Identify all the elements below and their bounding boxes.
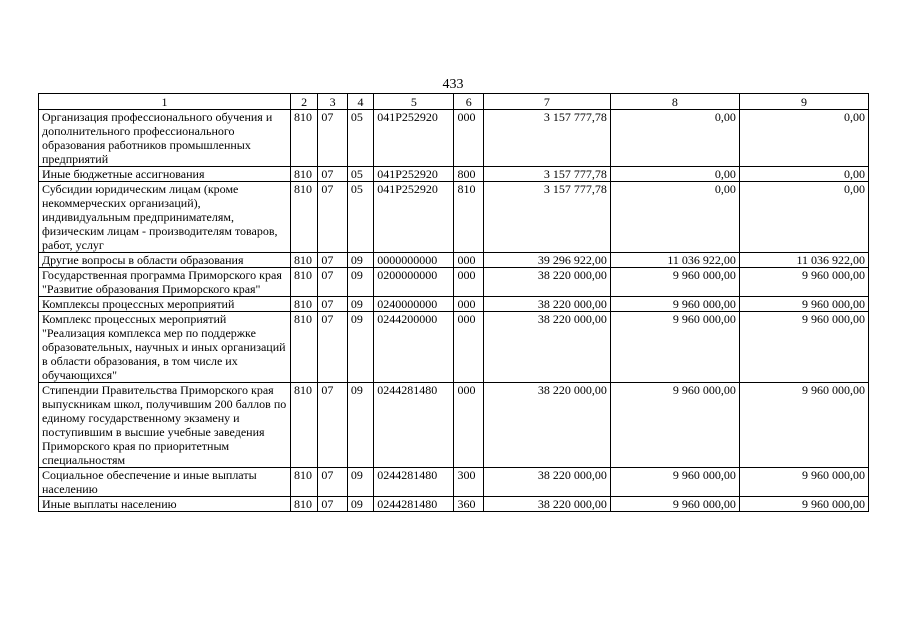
amount-col7-cell: 38 220 000,00	[483, 497, 610, 512]
row-name: Иные бюджетные ассигнования	[39, 167, 291, 182]
amount-col7-cell: 38 220 000,00	[483, 468, 610, 497]
expense-type-cell: 000	[454, 312, 483, 383]
code-cell: 810	[290, 497, 317, 512]
amount-col9-cell: 0,00	[739, 182, 868, 253]
section-cell: 07	[318, 167, 347, 182]
section-cell: 07	[318, 383, 347, 468]
amount-col8-cell: 0,00	[610, 182, 739, 253]
subsection-cell: 09	[347, 383, 373, 468]
header-cell: 5	[374, 94, 454, 110]
table-row	[39, 383, 869, 468]
expense-type-cell: 000	[454, 253, 483, 268]
amount-col7-cell: 38 220 000,00	[483, 268, 610, 297]
expense-type-cell: 810	[454, 182, 483, 253]
subsection-cell: 09	[347, 497, 373, 512]
code-cell: 810	[290, 110, 317, 167]
target-article-cell: 0244200000	[374, 312, 454, 383]
header-cell: 6	[454, 94, 483, 110]
amount-col8-cell: 9 960 000,00	[610, 268, 739, 297]
section-cell: 07	[318, 268, 347, 297]
amount-col9-cell: 9 960 000,00	[739, 268, 868, 297]
section-cell: 07	[318, 110, 347, 167]
row-name: Субсидии юридическим лицам (кроме некоммерческих организаций), индивидуальным предпринимателям, физическим лицам - производителям товаров, работ, услуг	[39, 182, 291, 253]
subsection-cell: 09	[347, 297, 373, 312]
row-name: Стипендии Правительства Приморского края выпускникам школ, получившим 200 баллов по единому государственному экзамену и поступившим в высшие учебные заведения Приморского края по приоритетным специальностям	[39, 383, 291, 468]
header-cell: 1	[39, 94, 291, 110]
table-row	[39, 497, 869, 512]
amount-col7-cell: 38 220 000,00	[483, 312, 610, 383]
amount-col9-cell: 9 960 000,00	[739, 312, 868, 383]
target-article-cell: 0244281480	[374, 383, 454, 468]
amount-col8-cell: 9 960 000,00	[610, 468, 739, 497]
target-article-cell: 0244281480	[374, 468, 454, 497]
subsection-cell: 05	[347, 110, 373, 167]
code-cell: 810	[290, 182, 317, 253]
amount-col7-cell: 38 220 000,00	[483, 383, 610, 468]
row-name: Другие вопросы в области образования	[39, 253, 291, 268]
row-name: Комплексы процессных мероприятий	[39, 297, 291, 312]
amount-col9-cell: 9 960 000,00	[739, 297, 868, 312]
amount-col7-cell: 3 157 777,78	[483, 167, 610, 182]
section-cell: 07	[318, 297, 347, 312]
header-cell: 2	[290, 94, 317, 110]
amount-col9-cell: 11 036 922,00	[739, 253, 868, 268]
amount-col9-cell: 0,00	[739, 167, 868, 182]
target-article-cell: 0244281480	[374, 497, 454, 512]
amount-col8-cell: 0,00	[610, 167, 739, 182]
target-article-cell: 0200000000	[374, 268, 454, 297]
code-cell: 810	[290, 167, 317, 182]
header-cell: 4	[347, 94, 373, 110]
page-number: 433	[442, 77, 464, 92]
row-name: Комплекс процессных мероприятий "Реализация комплекса мер по поддержке образовательных, научных и иных организаций в области образования, в том числе их обучающихся"	[39, 312, 291, 383]
table-row	[39, 253, 869, 268]
amount-col9-cell: 9 960 000,00	[739, 468, 868, 497]
header-cell: 7	[483, 94, 610, 110]
expense-type-cell: 360	[454, 497, 483, 512]
expense-type-cell: 000	[454, 297, 483, 312]
amount-col8-cell: 0,00	[610, 110, 739, 167]
header-cell: 9	[739, 94, 868, 110]
target-article-cell: 041P252920	[374, 182, 454, 253]
subsection-cell: 09	[347, 468, 373, 497]
amount-col7-cell: 3 157 777,78	[483, 110, 610, 167]
target-article-cell: 0240000000	[374, 297, 454, 312]
amount-col9-cell: 0,00	[739, 110, 868, 167]
header-row	[39, 94, 869, 110]
code-cell: 810	[290, 297, 317, 312]
expense-type-cell: 800	[454, 167, 483, 182]
target-article-cell: 041P252920	[374, 110, 454, 167]
section-cell: 07	[318, 182, 347, 253]
table-row	[39, 312, 869, 383]
code-cell: 810	[290, 312, 317, 383]
row-name: Организация профессионального обучения и дополнительного профессионального образования работников промышленных предприятий	[39, 110, 291, 167]
expense-type-cell: 000	[454, 383, 483, 468]
section-cell: 07	[318, 468, 347, 497]
target-article-cell: 0000000000	[374, 253, 454, 268]
row-name: Социальное обеспечение и иные выплаты населению	[39, 468, 291, 497]
subsection-cell: 09	[347, 268, 373, 297]
subsection-cell: 05	[347, 167, 373, 182]
code-cell: 810	[290, 383, 317, 468]
amount-col8-cell: 9 960 000,00	[610, 383, 739, 468]
amount-col9-cell: 9 960 000,00	[739, 497, 868, 512]
table-row	[39, 297, 869, 312]
code-cell: 810	[290, 468, 317, 497]
code-cell: 810	[290, 268, 317, 297]
target-article-cell: 041P252920	[374, 167, 454, 182]
subsection-cell: 09	[347, 312, 373, 383]
table-row	[39, 110, 869, 167]
table-row	[39, 182, 869, 253]
amount-col8-cell: 9 960 000,00	[610, 312, 739, 383]
amount-col7-cell: 39 296 922,00	[483, 253, 610, 268]
expense-type-cell: 300	[454, 468, 483, 497]
section-cell: 07	[318, 312, 347, 383]
row-name: Иные выплаты населению	[39, 497, 291, 512]
code-cell: 810	[290, 253, 317, 268]
subsection-cell: 05	[347, 182, 373, 253]
table-row	[39, 468, 869, 497]
header-cell: 8	[610, 94, 739, 110]
section-cell: 07	[318, 253, 347, 268]
budget-table	[38, 93, 869, 512]
section-cell: 07	[318, 497, 347, 512]
amount-col7-cell: 3 157 777,78	[483, 182, 610, 253]
amount-col7-cell: 38 220 000,00	[483, 297, 610, 312]
table-row	[39, 167, 869, 182]
expense-type-cell: 000	[454, 110, 483, 167]
header-cell: 3	[318, 94, 347, 110]
subsection-cell: 09	[347, 253, 373, 268]
amount-col8-cell: 9 960 000,00	[610, 297, 739, 312]
row-name: Государственная программа Приморского края "Развитие образования Приморского края"	[39, 268, 291, 297]
amount-col9-cell: 9 960 000,00	[739, 383, 868, 468]
table-row	[39, 268, 869, 297]
amount-col8-cell: 11 036 922,00	[610, 253, 739, 268]
expense-type-cell: 000	[454, 268, 483, 297]
amount-col8-cell: 9 960 000,00	[610, 497, 739, 512]
